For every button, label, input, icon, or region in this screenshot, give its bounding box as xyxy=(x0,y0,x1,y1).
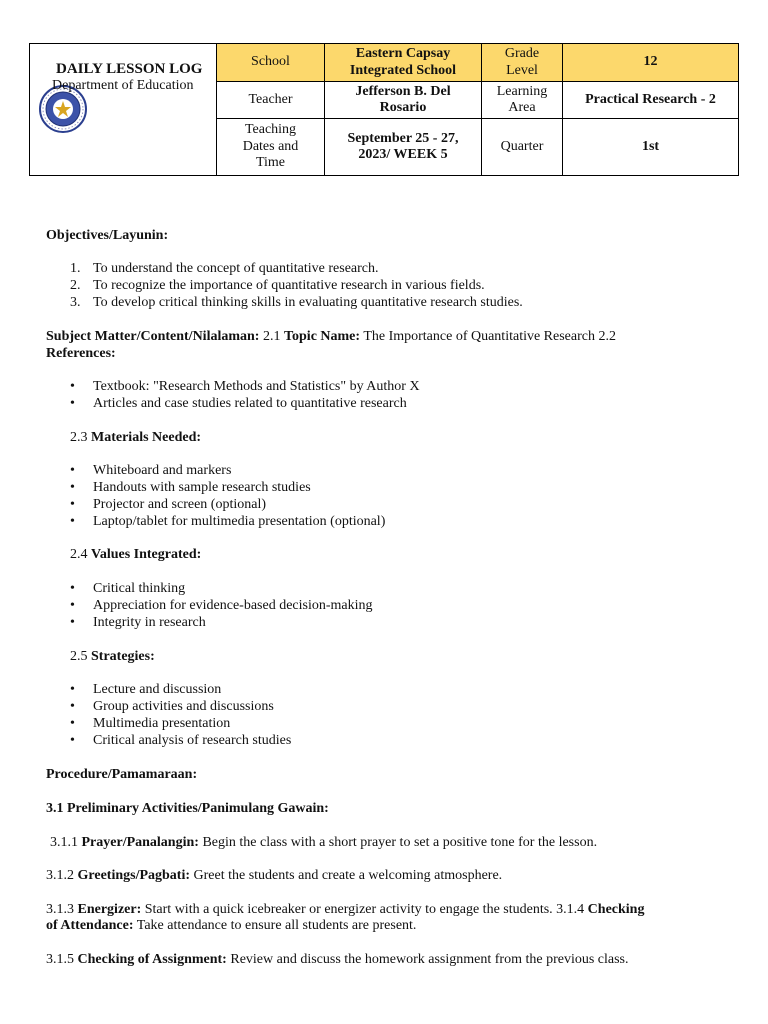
teaching-dates-label: Teaching Dates and Time xyxy=(242,122,299,171)
assignment-label: Checking of Assignment: xyxy=(77,952,227,967)
assignment-line xyxy=(46,952,629,968)
greetings-number: 3.1.2 xyxy=(46,868,74,883)
value-item: Integrity in research xyxy=(93,615,206,630)
lesson-log-title: DAILY LESSON LOG xyxy=(56,61,203,77)
reference-item: Textbook: "Research Methods and Statistics" by Author X xyxy=(93,379,420,394)
subject-matter-line xyxy=(46,329,616,345)
bullet: • xyxy=(70,699,75,714)
bullet: • xyxy=(70,581,75,596)
greetings-line xyxy=(46,868,502,884)
references-label: References: xyxy=(46,346,116,361)
material-item: Laptop/tablet for multimedia presentation (optional) xyxy=(93,514,386,529)
materials-label: Materials Needed: xyxy=(91,430,202,445)
value-item: Critical thinking xyxy=(93,581,186,596)
attendance-label-start: Checking xyxy=(587,902,645,917)
bullet: • xyxy=(70,598,75,613)
prayer-number: 3.1.1 xyxy=(50,835,78,850)
teacher-label: Teacher xyxy=(248,91,293,107)
attendance-label-end: of Attendance: xyxy=(46,918,134,933)
bullet: • xyxy=(70,497,75,512)
bullet: • xyxy=(70,514,75,529)
learning-area-value: Practical Research - 2 xyxy=(585,91,716,107)
energizer-label: Energizer: xyxy=(77,902,142,917)
greetings-label: Greetings/Pagbati: xyxy=(77,868,191,883)
procedure-heading: Procedure/Pamamaraan: xyxy=(46,767,198,782)
strategy-item: Group activities and discussions xyxy=(93,699,274,714)
greetings-text: Greet the students and create a welcoming atmosphere. xyxy=(193,868,503,883)
materials-heading xyxy=(70,430,201,446)
list-number: 1. xyxy=(70,261,81,276)
material-item: Projector and screen (optional) xyxy=(93,497,266,512)
quarter-label: Quarter xyxy=(500,138,544,154)
list-number: 3. xyxy=(70,295,81,310)
energizer-number: 3.1.3 xyxy=(46,902,74,917)
prayer-text: Begin the class with a short prayer to set a positive tone for the lesson. xyxy=(202,835,598,850)
values-label: Values Integrated: xyxy=(91,547,202,562)
strategies-heading xyxy=(70,649,155,665)
attendance-line xyxy=(46,918,416,934)
school-label: School xyxy=(217,44,324,81)
subject-matter-label: Subject Matter/Content/Nilalaman: xyxy=(46,329,260,344)
objective-item: To understand the concept of quantitative research. xyxy=(93,261,379,276)
bullet: • xyxy=(70,480,75,495)
strategy-item: Lecture and discussion xyxy=(93,682,222,697)
topic-number: 2.1 xyxy=(262,329,281,344)
materials-number: 2.3 xyxy=(70,430,88,445)
preliminary-heading: 3.1 Preliminary Activities/Panimulang Gawain: xyxy=(46,801,329,816)
objective-item: To recognize the importance of quantitative research in various fields. xyxy=(93,278,485,293)
teaching-dates-value: September 25 - 27, 2023/ WEEK 5 xyxy=(347,130,459,162)
bullet: • xyxy=(70,615,75,630)
header-title-cell xyxy=(30,44,217,175)
department-name: Department of Education xyxy=(52,78,194,93)
strategies-number: 2.5 xyxy=(70,649,88,664)
school-value: Eastern Capsay Integrated School xyxy=(325,44,481,81)
bullet: • xyxy=(70,733,75,748)
teacher-value: Jefferson B. Del Rosario xyxy=(355,83,451,115)
bullet: • xyxy=(70,463,75,478)
strategies-label: Strategies: xyxy=(91,649,155,664)
bullet: • xyxy=(70,379,75,394)
assignment-number: 3.1.5 xyxy=(46,952,74,967)
values-number: 2.4 xyxy=(70,547,88,562)
energizer-text: Start with a quick icebreaker or energizer activity to engage the students. 3.1.4 xyxy=(144,902,585,917)
lesson-log-header-table xyxy=(29,43,739,176)
bullet: • xyxy=(70,716,75,731)
bullet: • xyxy=(70,396,75,411)
energizer-line xyxy=(46,902,644,918)
attendance-text: Take attendance to ensure all students are present. xyxy=(136,918,417,933)
prayer-label: Prayer/Panalangin: xyxy=(81,835,199,850)
topic-label: Topic Name: xyxy=(283,329,361,344)
assignment-text: Review and discuss the homework assignment from the previous class. xyxy=(230,952,629,967)
objectives-heading: Objectives/Layunin: xyxy=(46,228,169,243)
quarter-value: 1st xyxy=(641,138,660,154)
strategy-item: Multimedia presentation xyxy=(93,716,231,731)
objective-item: To develop critical thinking skills in evaluating quantitative research studies. xyxy=(93,295,523,310)
list-number: 2. xyxy=(70,278,81,293)
bullet: • xyxy=(70,682,75,697)
strategy-item: Critical analysis of research studies xyxy=(93,733,292,748)
values-heading xyxy=(70,547,201,563)
value-item: Appreciation for evidence-based decision-making xyxy=(93,598,373,613)
material-item: Whiteboard and markers xyxy=(93,463,232,478)
grade-level-value: 12 xyxy=(563,44,738,81)
material-item: Handouts with sample research studies xyxy=(93,480,311,495)
learning-area-label: Learning Area xyxy=(496,83,548,115)
topic-value: The Importance of Quantitative Research 2.2 xyxy=(363,329,616,344)
prayer-line xyxy=(50,835,597,851)
grade-level-label: Grade Level xyxy=(482,44,562,81)
reference-item: Articles and case studies related to quantitative research xyxy=(93,396,407,411)
